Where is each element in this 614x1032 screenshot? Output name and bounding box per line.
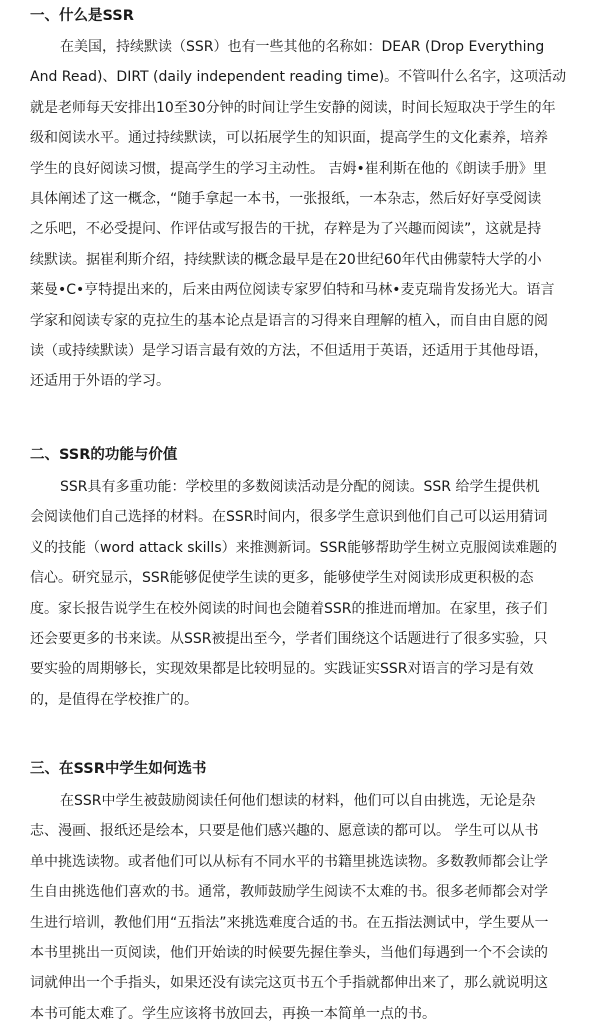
section-3-heading: 三、在SSR中学生如何选书 [30, 761, 207, 777]
section-3-line-6: 本书里挑出一页阅读，他们开始读的时候要先握住拳头，当他们每遇到一个不会读的 [30, 944, 548, 961]
section-3-line-7: 词就伸出一个手指头，如果还没有读完这页书五个手指就都伸出来了，那么就说明这 [30, 975, 548, 992]
section-1-paragraph [30, 32, 590, 397]
section-1-line-8: 续默读。据崔利斯介绍，持续默读的概念最早是在20世纪60年代由佛蒙特大学的小 [30, 251, 542, 268]
section-1-line-1: 在美国，持续默读（SSR）也有一些其他的名称如：DEAR (Drop Everything [60, 39, 545, 55]
section-1-line-2: And Read)、DIRT (daily independent reading time)。不管叫什么名字，这项活动 [30, 69, 567, 86]
section-2-line-7: 要实验的周期够长，实现效果都是比较明显的。实践证实SSR对语言的学习是有效 [30, 661, 534, 678]
section-2-line-3: 义的技能（word attack skills）来推测新词。SSR能够帮助学生树立克服阅读难题的 [30, 539, 558, 556]
section-3-paragraph [30, 786, 590, 1029]
section-3-line-5: 生进行培训，教他们用“五指法”来挑选难度合适的书。在五指法测试中，学生要从一 [30, 914, 549, 931]
section-1-line-11: 读（或持续默读）是学习语言最有效的方法，不但适用于英语，还适用于其他母语， [30, 342, 548, 359]
section-2-line-1: SSR具有多重功能：学校里的多数阅读活动是分配的阅读。SSR 给学生提供机 [60, 479, 540, 495]
section-1-line-10: 学家和阅读专家的克拉生的基本论点是语言的习得来自理解的植入，而自由自愿的阅 [30, 312, 548, 329]
section-3-line-2: 志、漫画、报纸还是绘本，只要是他们感兴趣的、愿意读的都可以。 学生可以从书 [30, 823, 539, 840]
section-2-line-2: 会阅读他们自己选择的材料。在SSR时间内，很多学生意识到他们自己可以运用猜词 [30, 509, 548, 526]
section-3-line-1: 在SSR中学生被鼓励阅读任何他们想读的材料，他们可以自由挑选，无论是杂 [60, 793, 536, 809]
section-2-line-5: 度。家长报告说学生在校外阅读的时间也会随着SSR的推进而增加。在家里，孩子们 [30, 600, 548, 617]
section-1-line-4: 级和阅读水平。通过持续默读，可以拓展学生的知识面，提高学生的文化素养，培养 [30, 130, 548, 147]
section-1-heading: 一、什么是SSR [30, 8, 134, 24]
section-2-line-8: 的，是值得在学校推广的。 [30, 691, 198, 708]
section-3-line-4: 生自由挑选他们喜欢的书。通常，教师鼓励学生阅读不太难的书。很多老师都会对学 [30, 884, 548, 901]
section-1-line-7: 之乐吧，不必受提问、作评估或写报告的干扰，存粹是为了兴趣而阅读”，这就是持 [30, 221, 542, 238]
section-2-line-4: 信心。研究显示，SSR能够促使学生读的更多，能够使学生对阅读形成更积极的态 [30, 570, 534, 587]
section-1-line-9: 莱曼•C•亨特提出来的，后来由两位阅读专家罗伯特和马林•麦克瑞肯发扬光大。语言 [30, 282, 555, 299]
section-3-line-3: 单中挑选读物。或者他们可以从标有不同水平的书籍里挑选读物。多数教师都会让学 [30, 853, 548, 870]
section-2-heading: 二、SSR的功能与价值 [30, 447, 178, 463]
section-1-line-3: 就是老师每天安排出10至30分钟的时间让学生安静的阅读，时间长短取决于学生的年 [30, 99, 556, 116]
section-3-line-8: 本书可能太难了。学生应该将书放回去，再换一本简单一点的书。 [30, 1005, 436, 1022]
section-1-line-6: 具体阐述了这一概念，“随手拿起一本书，一张报纸，一本杂志，然后好好享受阅读 [30, 190, 542, 207]
section-1-line-5: 学生的良好阅读习惯，提高学生的学习主动性。 吉姆•崔利斯在他的《朗读手册》里 [30, 160, 547, 177]
section-2-paragraph [30, 472, 590, 715]
section-2-line-6: 还会要更多的书来读。从SSR被提出至今，学者们围绕这个话题进行了很多实验，只 [30, 630, 548, 647]
section-1-line-12: 还适用于外语的学习。 [30, 373, 170, 390]
